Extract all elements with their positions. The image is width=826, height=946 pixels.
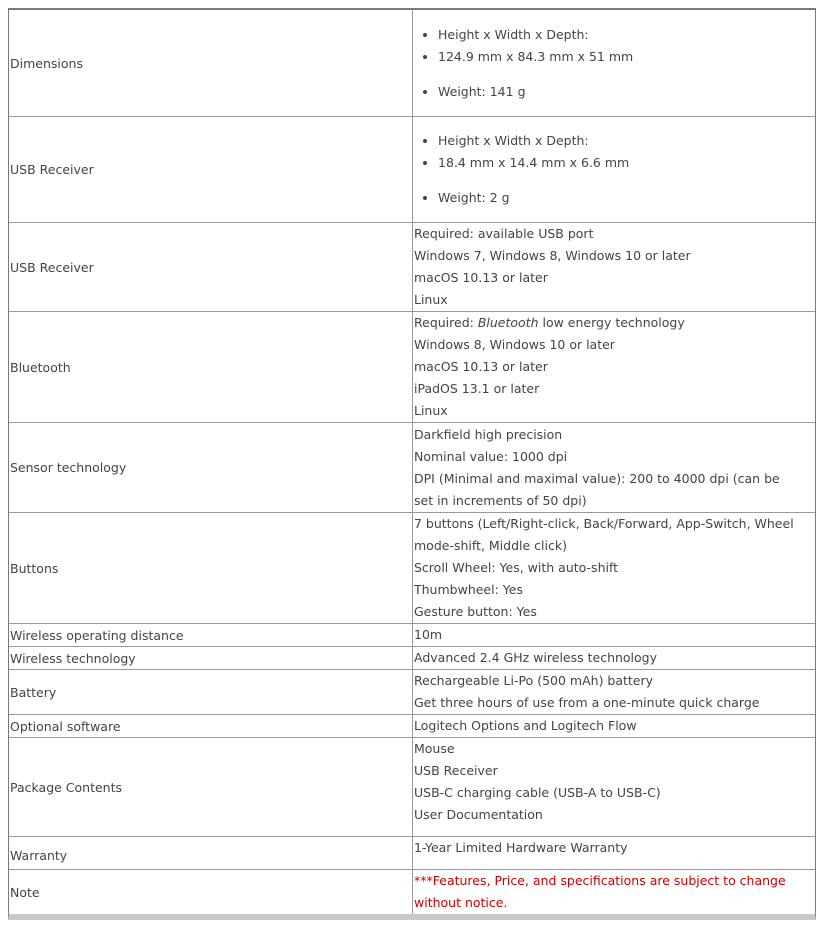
value-line: iPadOS 13.1 or later [414, 381, 540, 396]
table-row [9, 714, 815, 737]
list-item: • 124.9 mm x 84.3 mm x 51 mm [438, 46, 795, 68]
value-line: Linux [414, 292, 448, 307]
table-row [9, 669, 815, 714]
value-line: Scroll Wheel: Yes, with auto-shift [414, 560, 619, 575]
row-value [414, 117, 815, 222]
value-line: Nominal value: 1000 dpi [414, 448, 568, 464]
table-row [9, 512, 815, 623]
row-value [414, 837, 815, 869]
value-line: DPI (Minimal and maximal value): 200 to 4000 dpi (can be set in increments of 50 dpi) [414, 470, 780, 508]
row-label: Battery [9, 670, 413, 714]
value-line: Logitech Options and Logitech Flow [414, 718, 637, 733]
list-item: • 18.4 mm x 14.4 mm x 6.6 mm [438, 152, 795, 174]
row-value [414, 738, 815, 836]
row-value [414, 715, 815, 737]
row-label: Dimensions [9, 10, 413, 116]
value-text: low energy technology [538, 315, 685, 330]
bullet-list [414, 24, 795, 68]
table-row [9, 646, 815, 669]
list-item: • Height x Width x Depth: [438, 24, 795, 46]
row-label: Bluetooth [9, 312, 413, 422]
spec-table [8, 8, 816, 920]
table-row [9, 869, 815, 914]
value-line: Darkfield high precision [414, 426, 563, 442]
row-value [414, 223, 815, 311]
table-row [9, 116, 815, 222]
table-row [9, 222, 815, 311]
value-line: macOS 10.13 or later [414, 270, 548, 285]
table-row [9, 836, 815, 869]
value-line: Advanced 2.4 GHz wireless technology [414, 650, 658, 665]
value-line: Gesture button: Yes [414, 604, 537, 619]
row-label: Sensor technology [9, 423, 413, 512]
value-line: Required: available USB port [414, 226, 594, 241]
list-item: • Height x Width x Depth: [438, 130, 795, 152]
list-item: • Weight: 141 g [438, 81, 795, 103]
row-value [414, 312, 815, 422]
value-line: Thumbwheel: Yes [414, 582, 523, 597]
value-line: Windows 8, Windows 10 or later [414, 337, 615, 352]
row-label: Warranty [9, 837, 413, 869]
value-line: Mouse [414, 741, 455, 756]
table-row [9, 623, 815, 646]
row-label: Package Contents [9, 738, 413, 836]
value-emphasis: Bluetooth [477, 315, 539, 330]
value-text: Required: [414, 315, 478, 330]
bullet-list [414, 187, 795, 209]
row-label: Buttons [9, 513, 413, 623]
row-value [414, 670, 815, 714]
note-text: ***Features, Price, and specifications are subject to change without notice. [414, 873, 786, 910]
table-row [9, 737, 815, 836]
table-row [9, 311, 815, 422]
value-line: Windows 7, Windows 8, Windows 10 or later [414, 248, 691, 263]
row-label: Wireless technology [9, 647, 413, 669]
row-value [414, 870, 815, 914]
bullet-list [414, 130, 795, 174]
row-value [414, 624, 815, 646]
value-line: Get three hours of use from a one-minute quick charge [414, 695, 760, 710]
value-line [414, 312, 795, 334]
list-item: • Weight: 2 g [438, 187, 795, 209]
row-label: USB Receiver [9, 117, 413, 222]
row-label: USB Receiver [9, 223, 413, 311]
row-value [414, 647, 815, 669]
value-line: USB-C charging cable (USB-A to USB-C) [414, 785, 661, 800]
value-line: 1-Year Limited Hardware Warranty [414, 840, 628, 855]
row-label: Wireless operating distance [9, 624, 413, 646]
value-line: 10m [414, 627, 443, 642]
row-value [414, 513, 815, 623]
table-row [9, 9, 815, 116]
table-row [9, 422, 815, 512]
row-label: Note [9, 870, 413, 914]
value-line: USB Receiver [414, 763, 498, 778]
row-value [414, 10, 815, 116]
bullet-list [414, 81, 795, 103]
value-line: Rechargeable Li-Po (500 mAh) battery [414, 673, 654, 688]
row-label: Optional software [9, 715, 413, 737]
value-line: Linux [414, 403, 448, 418]
value-line: macOS 10.13 or later [414, 359, 548, 374]
row-value [414, 423, 815, 512]
value-line: 7 buttons (Left/Right-click, Back/Forward, App-Switch, Wheel mode-shift, Middle click) [414, 516, 794, 553]
value-line: User Documentation [414, 807, 543, 822]
